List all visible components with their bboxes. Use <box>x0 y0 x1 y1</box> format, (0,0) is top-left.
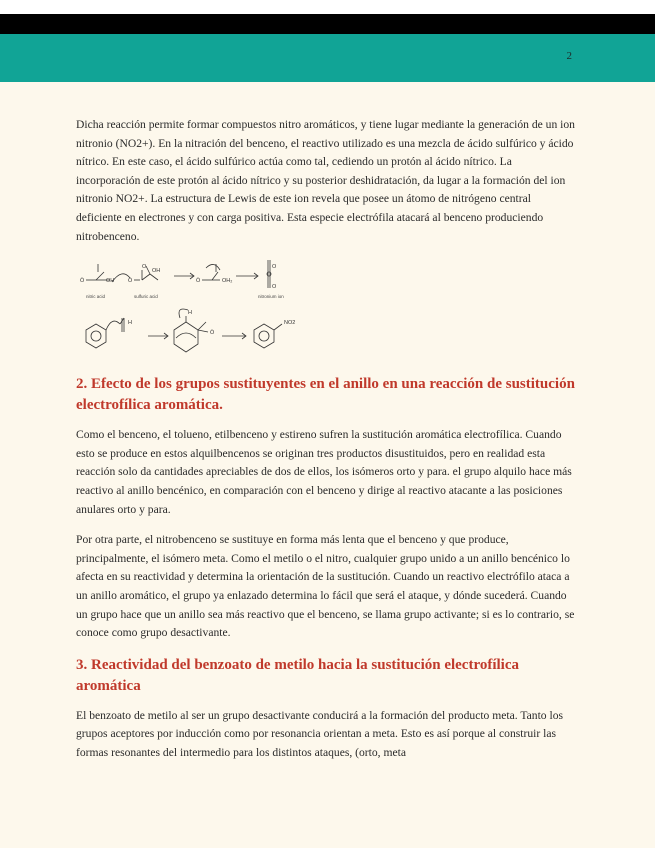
svg-text:Ö: Ö <box>196 278 201 285</box>
svg-text:OH₂: OH₂ <box>222 278 233 285</box>
top-white-strip <box>0 0 655 14</box>
svg-text:OH: OH <box>106 278 115 285</box>
paragraph-nitrobenzene: Por otra parte, el nitrobenceno se sustituye en forma más lenta que el benceno y que produce, principalmente, el isómero meta. Como el metilo o el nitro, cualquier grupo unido a un anillo bencénico lo afecta en su reactividad y determina la orientación de la sustitución. Cuando un reactivo electrófilo ataca a un anillo aromático, el grupo ya enlazado determina lo fácil que será el ataque, y dónde sucederá. Cuando un grupo hace que un anillo sea más reactivo que el benceno, se llama grupo activante; si es lo contrario, se conoce como grupo desactivante. <box>76 533 575 640</box>
sulfuric-acid-label: sulfuric acid <box>134 294 158 300</box>
svg-text:Ö: Ö <box>210 330 215 337</box>
nitronium-label: nitronium ion <box>258 294 284 300</box>
section-heading-3: 3. Reactividad del benzoato de metilo hacia la sustitución electrofílica aromática <box>76 656 520 694</box>
header-black-band <box>0 14 655 34</box>
svg-text:O: O <box>142 264 147 271</box>
svg-text:H: H <box>128 320 132 327</box>
header-teal-band <box>0 34 655 82</box>
page-number: 2 <box>566 50 572 62</box>
paragraph-methyl-benzoate: El benzoato de metilo al ser un grupo desactivante conducirá a la formación del producto meta. Tanto los grupos aceptores por inducción como por resonancia orientan a meta. Esto es así porque al construir las formas resonantes del intermedio para los distintos ataques, (orto, meta <box>76 708 564 759</box>
svg-text:OH: OH <box>152 268 161 275</box>
nitric-acid-label: nitric acid <box>86 294 106 300</box>
svg-text:O: O <box>272 284 277 291</box>
svg-text:H: H <box>188 310 192 317</box>
svg-text:Ö: Ö <box>80 278 85 285</box>
page-content <box>76 116 576 774</box>
mechanism-diagram <box>76 258 316 362</box>
svg-text:O: O <box>272 264 277 271</box>
section-heading-2: 2. Efecto de los grupos sustituyentes en el anillo en una reacción de sustitución electrofílica aromática. <box>76 376 575 414</box>
paragraph-alkylbenzenes: Como el benceno, el tolueno, etilbenceno y estireno sufren la sustitución aromática electrofílica. Cuando esto se produce en estos alquilbencenos se originan tres productos disustituidos, pero en realidad esta reacción solo da cantidades apreciables de dos de ellos, los isómeros orto y para. el grupo alquilo hace más reactivo al anillo bencénico, en comparación con el benceno y dirige al reactivo atacante a las posiciones anulares orto y para. <box>76 428 572 516</box>
nitro-label: NO2 <box>284 320 296 327</box>
svg-text:Ö: Ö <box>128 278 133 285</box>
nitration-mechanism-figure <box>76 258 316 362</box>
paragraph-nitration-intro: Dicha reacción permite formar compuestos nitro aromáticos, y tiene lugar mediante la generación de un ion nitronio (NO2+). En la nitración del benceno, el reactivo utilizado es una mezcla de ácido sulfúrico y ácido nítrico. En este caso, el ácido sulfúrico actúa como tal, cediendo un protón al ácido nítrico. La incorporación de este protón al ácido nítrico y su posterior deshidratación, da lugar a la formación del ion nitronio NO2+. La estructura de Lewis de este ion revela que posee un átomo de nitrógeno central deficiente en electrones y con carga positiva. Esta especie electrófila atacará al benceno produciendo nitrobenceno. <box>76 118 575 243</box>
